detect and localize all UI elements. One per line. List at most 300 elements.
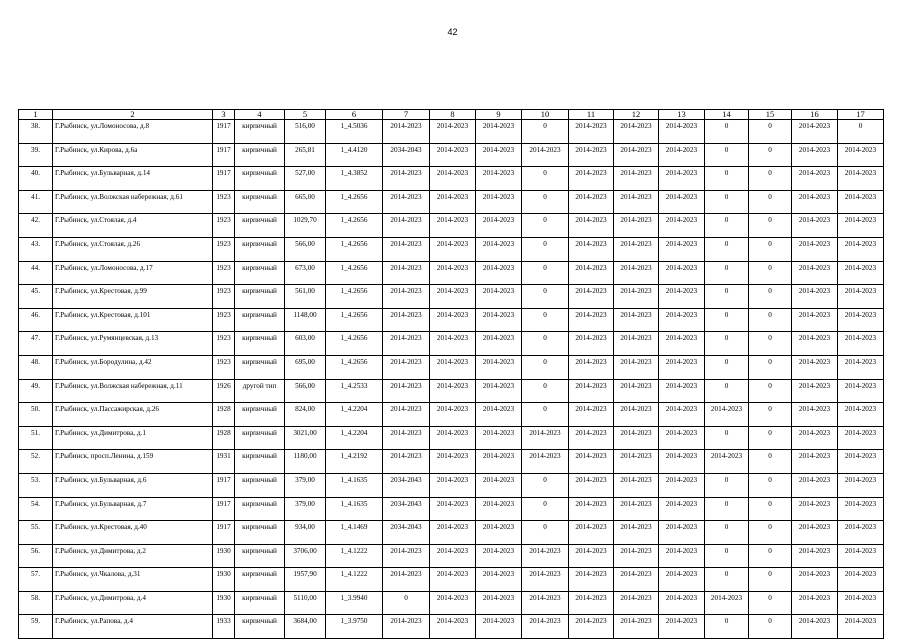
column-header: 17 bbox=[838, 110, 884, 120]
table-cell: 2014-2023 bbox=[476, 568, 522, 592]
table-row bbox=[19, 497, 884, 521]
table-cell: 2014-2023 bbox=[430, 568, 476, 592]
table-row bbox=[19, 591, 884, 615]
table-cell: кирпичный bbox=[235, 591, 285, 615]
table-cell: 1923 bbox=[213, 261, 235, 285]
table-cell: 2014-2023 bbox=[659, 379, 705, 403]
table-cell: 2014-2023 bbox=[792, 473, 838, 497]
table-cell: 1_4.1222 bbox=[326, 544, 383, 568]
table-cell: 2014-2023 bbox=[659, 403, 705, 427]
table-cell: 0 bbox=[522, 379, 569, 403]
table-cell: 0 bbox=[749, 615, 792, 639]
table-cell: кирпичный bbox=[235, 261, 285, 285]
table-cell: 2014-2023 bbox=[659, 237, 705, 261]
table-cell: 0 bbox=[838, 120, 884, 144]
table-cell: 1_4.2656 bbox=[326, 261, 383, 285]
table-cell: 2014-2023 bbox=[430, 403, 476, 427]
table-cell: 2014-2023 bbox=[383, 308, 430, 332]
column-header: 12 bbox=[614, 110, 659, 120]
table-cell: 2014-2023 bbox=[838, 214, 884, 238]
table-cell: 2014-2023 bbox=[838, 190, 884, 214]
table-cell: 2014-2023 bbox=[838, 167, 884, 191]
table-cell: 1_4.5036 bbox=[326, 120, 383, 144]
table-cell: 0 bbox=[705, 521, 749, 545]
address-cell: Г.Рыбинск, ул.Волжская набережная, д.11 bbox=[53, 379, 213, 403]
table-row bbox=[19, 237, 884, 261]
table-cell: 0 bbox=[749, 497, 792, 521]
table-cell: 3021,00 bbox=[285, 426, 326, 450]
table-cell: 0 bbox=[749, 355, 792, 379]
table-cell: 2014-2023 bbox=[792, 261, 838, 285]
table-cell: 0 bbox=[749, 403, 792, 427]
table-cell: 58. bbox=[19, 591, 53, 615]
table-cell: 1923 bbox=[213, 214, 235, 238]
table-cell: 2014-2023 bbox=[476, 615, 522, 639]
table-cell: кирпичный bbox=[235, 403, 285, 427]
table-cell: 2014-2023 bbox=[792, 190, 838, 214]
table-cell: кирпичный bbox=[235, 497, 285, 521]
table-row bbox=[19, 379, 884, 403]
table-cell: кирпичный bbox=[235, 120, 285, 144]
table-cell: кирпичный bbox=[235, 214, 285, 238]
table-cell: 52. bbox=[19, 450, 53, 474]
table-cell: 0 bbox=[522, 355, 569, 379]
column-header: 11 bbox=[569, 110, 614, 120]
table-cell: 2014-2023 bbox=[569, 497, 614, 521]
table-cell: 2014-2023 bbox=[792, 450, 838, 474]
table-cell: 2014-2023 bbox=[614, 261, 659, 285]
table-cell: 2014-2023 bbox=[522, 426, 569, 450]
table-cell: 0 bbox=[705, 261, 749, 285]
table-cell: 2014-2023 bbox=[430, 355, 476, 379]
address-cell: Г.Рыбинск, ул.Бульварная, д.14 bbox=[53, 167, 213, 191]
address-cell: Г.Рыбинск, ул.Ломоносова, д.8 bbox=[53, 120, 213, 144]
column-header: 6 bbox=[326, 110, 383, 120]
table-cell: 55. bbox=[19, 521, 53, 545]
column-header: 7 bbox=[383, 110, 430, 120]
table-cell: 2014-2023 bbox=[569, 190, 614, 214]
table-cell: 0 bbox=[705, 615, 749, 639]
table-cell: 0 bbox=[705, 143, 749, 167]
table-cell: 2014-2023 bbox=[614, 214, 659, 238]
table-cell: 0 bbox=[705, 497, 749, 521]
table-cell: 2014-2023 bbox=[614, 190, 659, 214]
table-cell: 2014-2023 bbox=[614, 450, 659, 474]
table-cell: 2014-2023 bbox=[792, 143, 838, 167]
table-cell: 0 bbox=[749, 544, 792, 568]
table-cell: 561,00 bbox=[285, 285, 326, 309]
table-cell: 38. bbox=[19, 120, 53, 144]
table-cell: 2014-2023 bbox=[614, 332, 659, 356]
table-cell: 2014-2023 bbox=[659, 497, 705, 521]
table-cell: 0 bbox=[705, 379, 749, 403]
table-cell: 2014-2023 bbox=[838, 355, 884, 379]
table-cell: 1930 bbox=[213, 544, 235, 568]
table-cell: 2014-2023 bbox=[430, 120, 476, 144]
table-cell: 2014-2023 bbox=[838, 426, 884, 450]
table-cell: 2014-2023 bbox=[659, 521, 705, 545]
table-cell: 2014-2023 bbox=[430, 214, 476, 238]
table-cell: 2014-2023 bbox=[614, 355, 659, 379]
table-body bbox=[19, 120, 884, 639]
table-cell: 2014-2023 bbox=[569, 473, 614, 497]
table-cell: 2014-2023 bbox=[569, 143, 614, 167]
table-cell: 2014-2023 bbox=[383, 403, 430, 427]
table-cell: 0 bbox=[383, 591, 430, 615]
column-header: 15 bbox=[749, 110, 792, 120]
table-cell: 0 bbox=[522, 497, 569, 521]
table-cell: 0 bbox=[705, 190, 749, 214]
table-cell: 39. bbox=[19, 143, 53, 167]
table-cell: 2014-2023 bbox=[838, 143, 884, 167]
address-cell: Г.Рыбинск, ул.Чкалова, д.31 bbox=[53, 568, 213, 592]
table-cell: 2014-2023 bbox=[838, 450, 884, 474]
table-cell: 1148,00 bbox=[285, 308, 326, 332]
table-cell: 1928 bbox=[213, 403, 235, 427]
table-cell: 1_4.2656 bbox=[326, 214, 383, 238]
table-cell: 0 bbox=[749, 285, 792, 309]
table-row bbox=[19, 285, 884, 309]
table-cell: 2014-2023 bbox=[659, 426, 705, 450]
table-cell: 2014-2023 bbox=[792, 521, 838, 545]
table-cell: 2014-2023 bbox=[659, 120, 705, 144]
table-cell: 516,00 bbox=[285, 120, 326, 144]
table-cell: 2014-2023 bbox=[476, 450, 522, 474]
table-cell: 2014-2023 bbox=[614, 426, 659, 450]
table-cell: 1_4.2656 bbox=[326, 308, 383, 332]
address-cell: Г.Рыбинск, ул.Стоялая, д.4 bbox=[53, 214, 213, 238]
table-cell: 665,00 bbox=[285, 190, 326, 214]
table-cell: 1_4.1635 bbox=[326, 497, 383, 521]
table-cell: 2014-2023 bbox=[614, 473, 659, 497]
table-cell: 0 bbox=[749, 214, 792, 238]
table-cell: 0 bbox=[705, 285, 749, 309]
address-cell: Г.Рыбинск, ул.Рапова, д.4 bbox=[53, 615, 213, 639]
table-cell: 1923 bbox=[213, 332, 235, 356]
table-cell: 2014-2023 bbox=[838, 379, 884, 403]
table-cell: 0 bbox=[522, 285, 569, 309]
table-cell: 673,00 bbox=[285, 261, 326, 285]
table-cell: 1917 bbox=[213, 497, 235, 521]
table-cell: 1930 bbox=[213, 591, 235, 615]
table-cell: 1917 bbox=[213, 143, 235, 167]
table-cell: 2014-2023 bbox=[659, 591, 705, 615]
table-cell: 0 bbox=[522, 403, 569, 427]
address-cell: Г.Рыбинск, ул.Крестовая, д.40 bbox=[53, 521, 213, 545]
table-cell: 2014-2023 bbox=[476, 120, 522, 144]
table-cell: 2014-2023 bbox=[476, 544, 522, 568]
table-row bbox=[19, 568, 884, 592]
table-cell: 56. bbox=[19, 544, 53, 568]
table-cell: 2014-2023 bbox=[430, 615, 476, 639]
table-cell: 54. bbox=[19, 497, 53, 521]
table-cell: 5110,00 bbox=[285, 591, 326, 615]
table-cell: кирпичный bbox=[235, 190, 285, 214]
table-cell: 2014-2023 bbox=[705, 591, 749, 615]
table-cell: 40. bbox=[19, 167, 53, 191]
table-row bbox=[19, 190, 884, 214]
table-cell: 1_4.2533 bbox=[326, 379, 383, 403]
table-cell: 2034-2043 bbox=[383, 521, 430, 545]
table-row bbox=[19, 120, 884, 144]
table-cell: 2014-2023 bbox=[659, 615, 705, 639]
table-cell: 3706,00 bbox=[285, 544, 326, 568]
table-header bbox=[19, 110, 884, 120]
table-cell: 2014-2023 bbox=[383, 261, 430, 285]
address-cell: Г.Рыбинск, ул.Димитрова, д.2 bbox=[53, 544, 213, 568]
table-cell: 2014-2023 bbox=[522, 544, 569, 568]
table-cell: 0 bbox=[522, 308, 569, 332]
table-cell: кирпичный bbox=[235, 308, 285, 332]
table-cell: 0 bbox=[749, 261, 792, 285]
table-cell: 2014-2023 bbox=[476, 379, 522, 403]
table-row bbox=[19, 167, 884, 191]
table-cell: 2014-2023 bbox=[569, 285, 614, 309]
table-cell: 2014-2023 bbox=[522, 143, 569, 167]
table-cell: 2014-2023 bbox=[569, 308, 614, 332]
table-cell: кирпичный bbox=[235, 450, 285, 474]
table-cell: кирпичный bbox=[235, 473, 285, 497]
table-cell: 0 bbox=[522, 332, 569, 356]
table-cell: 0 bbox=[749, 332, 792, 356]
table-cell: 2014-2023 bbox=[838, 568, 884, 592]
table-cell: 0 bbox=[705, 332, 749, 356]
table-cell: 0 bbox=[522, 214, 569, 238]
table-cell: 1_4.2656 bbox=[326, 285, 383, 309]
table-cell: 2014-2023 bbox=[614, 120, 659, 144]
address-cell: Г.Рыбинск, ул.Пассажирская, д.26 bbox=[53, 403, 213, 427]
table-cell: 0 bbox=[522, 167, 569, 191]
table-cell: 1933 bbox=[213, 615, 235, 639]
table-cell: 0 bbox=[749, 473, 792, 497]
table-cell: 0 bbox=[749, 167, 792, 191]
table-cell: 1931 bbox=[213, 450, 235, 474]
column-header: 1 bbox=[19, 110, 53, 120]
column-header: 2 bbox=[53, 110, 213, 120]
table-cell: 2014-2023 bbox=[476, 521, 522, 545]
table-row bbox=[19, 332, 884, 356]
table-cell: 2014-2023 bbox=[569, 379, 614, 403]
column-header: 14 bbox=[705, 110, 749, 120]
table-cell: 2014-2023 bbox=[792, 568, 838, 592]
table-cell: 2014-2023 bbox=[659, 261, 705, 285]
table-cell: 2014-2023 bbox=[659, 544, 705, 568]
table-cell: кирпичный bbox=[235, 615, 285, 639]
table-cell: 2014-2023 bbox=[383, 379, 430, 403]
table-cell: 2014-2023 bbox=[792, 379, 838, 403]
address-cell: Г.Рыбинск, ул.Димитрова, д.4 bbox=[53, 591, 213, 615]
table-cell: 2014-2023 bbox=[476, 261, 522, 285]
table-cell: 2014-2023 bbox=[792, 308, 838, 332]
table-cell: кирпичный bbox=[235, 143, 285, 167]
table-cell: 2014-2023 bbox=[792, 403, 838, 427]
table-cell: 0 bbox=[749, 379, 792, 403]
column-header: 16 bbox=[792, 110, 838, 120]
address-cell: Г.Рыбинск, ул.Стоялая, д.26 bbox=[53, 237, 213, 261]
table-cell: 2014-2023 bbox=[383, 568, 430, 592]
address-cell: Г.Рыбинск, ул.Крестовая, д.101 bbox=[53, 308, 213, 332]
table-cell: 0 bbox=[522, 190, 569, 214]
column-header: 13 bbox=[659, 110, 705, 120]
address-cell: Г.Рыбинск, ул.Волжская набережная, д.61 bbox=[53, 190, 213, 214]
table-cell: 2014-2023 bbox=[792, 120, 838, 144]
table-cell: 2014-2023 bbox=[569, 615, 614, 639]
table-cell: кирпичный bbox=[235, 332, 285, 356]
table-cell: 566,00 bbox=[285, 237, 326, 261]
address-cell: Г.Рыбинск, ул.Кирова, д.6а bbox=[53, 143, 213, 167]
table-cell: кирпичный bbox=[235, 521, 285, 545]
table-cell: 2014-2023 bbox=[838, 403, 884, 427]
table-cell: 0 bbox=[705, 308, 749, 332]
table-cell: 2014-2023 bbox=[430, 473, 476, 497]
table-cell: 44. bbox=[19, 261, 53, 285]
column-header: 8 bbox=[430, 110, 476, 120]
table-cell: 3684,00 bbox=[285, 615, 326, 639]
housing-register-table bbox=[18, 109, 884, 639]
table-cell: 1930 bbox=[213, 568, 235, 592]
table-cell: 2014-2023 bbox=[569, 450, 614, 474]
column-header: 10 bbox=[522, 110, 569, 120]
table-cell: 2014-2023 bbox=[430, 521, 476, 545]
table-cell: 1_4.1469 bbox=[326, 521, 383, 545]
table-cell: 2014-2023 bbox=[569, 521, 614, 545]
table-cell: 1_4.1635 bbox=[326, 473, 383, 497]
table-cell: 2014-2023 bbox=[569, 426, 614, 450]
table-cell: 1_4.4120 bbox=[326, 143, 383, 167]
table-cell: 1923 bbox=[213, 237, 235, 261]
table-cell: 0 bbox=[705, 167, 749, 191]
table-cell: 2014-2023 bbox=[659, 332, 705, 356]
table-cell: 1928 bbox=[213, 426, 235, 450]
table-cell: 2014-2023 bbox=[430, 497, 476, 521]
table-cell: 2014-2023 bbox=[659, 167, 705, 191]
table-cell: 2014-2023 bbox=[792, 214, 838, 238]
table-cell: 2014-2023 bbox=[792, 332, 838, 356]
table-cell: 0 bbox=[705, 214, 749, 238]
table-cell: 1_4.2656 bbox=[326, 355, 383, 379]
table-cell: 2014-2023 bbox=[792, 237, 838, 261]
table-cell: 2014-2023 bbox=[430, 308, 476, 332]
table-cell: 0 bbox=[705, 544, 749, 568]
table-cell: 2014-2023 bbox=[792, 426, 838, 450]
table-cell: 2014-2023 bbox=[614, 143, 659, 167]
table-cell: 1_4.2656 bbox=[326, 332, 383, 356]
table-cell: 0 bbox=[522, 473, 569, 497]
table-cell: 1_4.2204 bbox=[326, 403, 383, 427]
table-cell: кирпичный bbox=[235, 285, 285, 309]
table-cell: 2014-2023 bbox=[522, 615, 569, 639]
table-cell: 2014-2023 bbox=[614, 285, 659, 309]
table-cell: 0 bbox=[749, 450, 792, 474]
table-cell: 2034-2043 bbox=[383, 143, 430, 167]
table-cell: 2014-2023 bbox=[659, 450, 705, 474]
table-cell: 2014-2023 bbox=[476, 473, 522, 497]
table-cell: 53. bbox=[19, 473, 53, 497]
table-cell: 0 bbox=[749, 426, 792, 450]
table-cell: 2014-2023 bbox=[569, 332, 614, 356]
table-cell: 0 bbox=[705, 355, 749, 379]
table-cell: 2014-2023 bbox=[476, 355, 522, 379]
table-cell: 2014-2023 bbox=[705, 450, 749, 474]
table-cell: кирпичный bbox=[235, 237, 285, 261]
table-cell: 2014-2023 bbox=[383, 450, 430, 474]
table-row bbox=[19, 355, 884, 379]
table-cell: 2014-2023 bbox=[838, 473, 884, 497]
table-cell: 2014-2023 bbox=[569, 403, 614, 427]
table-cell: 2014-2023 bbox=[659, 355, 705, 379]
table-cell: 2014-2023 bbox=[522, 568, 569, 592]
table-cell: 2014-2023 bbox=[383, 120, 430, 144]
table-cell: 527,00 bbox=[285, 167, 326, 191]
table-cell: 603,00 bbox=[285, 332, 326, 356]
table-cell: 2014-2023 bbox=[383, 544, 430, 568]
table-cell: 2014-2023 bbox=[430, 332, 476, 356]
table-cell: 2014-2023 bbox=[430, 190, 476, 214]
table-cell: 2014-2023 bbox=[569, 355, 614, 379]
table-cell: 0 bbox=[522, 120, 569, 144]
address-cell: Г.Рыбинск, ул.Димитрова, д.1 bbox=[53, 426, 213, 450]
table-cell: 0 bbox=[522, 521, 569, 545]
table-cell: 0 bbox=[749, 568, 792, 592]
table-cell: 1917 bbox=[213, 120, 235, 144]
table-cell: 0 bbox=[749, 237, 792, 261]
table-cell: 566,00 bbox=[285, 379, 326, 403]
address-cell: Г.Рыбинск, ул.Ломоносова, д.17 bbox=[53, 261, 213, 285]
table-cell: 2014-2023 bbox=[476, 497, 522, 521]
table-cell: 1926 bbox=[213, 379, 235, 403]
table-row bbox=[19, 615, 884, 639]
table-cell: 59. bbox=[19, 615, 53, 639]
table-cell: 0 bbox=[749, 143, 792, 167]
table-row bbox=[19, 521, 884, 545]
table-cell: 0 bbox=[749, 120, 792, 144]
table-cell: 2014-2023 bbox=[430, 591, 476, 615]
table-cell: 2014-2023 bbox=[476, 308, 522, 332]
table-cell: кирпичный bbox=[235, 355, 285, 379]
table-cell: 2014-2023 bbox=[430, 167, 476, 191]
table-cell: 2014-2023 bbox=[614, 521, 659, 545]
table-cell: 2014-2023 bbox=[383, 214, 430, 238]
column-number-row bbox=[19, 110, 884, 120]
table-cell: 1917 bbox=[213, 167, 235, 191]
table-cell: 2014-2023 bbox=[476, 214, 522, 238]
table-cell: 2014-2023 bbox=[792, 497, 838, 521]
table-cell: 2014-2023 bbox=[614, 403, 659, 427]
table-cell: 2014-2023 bbox=[614, 615, 659, 639]
table-cell: 2014-2023 bbox=[838, 521, 884, 545]
table-cell: 0 bbox=[749, 190, 792, 214]
table-cell: 2014-2023 bbox=[476, 426, 522, 450]
table-cell: 2014-2023 bbox=[383, 355, 430, 379]
table-cell: 2014-2023 bbox=[659, 143, 705, 167]
address-cell: Г.Рыбинск, ул.Крестовая, д.99 bbox=[53, 285, 213, 309]
address-cell: Г.Рыбинск, ул.Бульварная, д.6 bbox=[53, 473, 213, 497]
table-cell: 2034-2043 bbox=[383, 473, 430, 497]
table-cell: 2014-2023 bbox=[614, 308, 659, 332]
table-cell: 695,00 bbox=[285, 355, 326, 379]
table-cell: 2014-2023 bbox=[614, 568, 659, 592]
table-cell: 2014-2023 bbox=[522, 450, 569, 474]
table-cell: 1180,00 bbox=[285, 450, 326, 474]
table-cell: 0 bbox=[705, 568, 749, 592]
table-cell: 2014-2023 bbox=[838, 591, 884, 615]
table-cell: 2014-2023 bbox=[659, 308, 705, 332]
table-cell: 2014-2023 bbox=[569, 237, 614, 261]
table-cell: 0 bbox=[705, 237, 749, 261]
table-cell: 2014-2023 bbox=[838, 261, 884, 285]
address-cell: Г.Рыбинск, ул.Бородулина, д.42 bbox=[53, 355, 213, 379]
table-cell: 2014-2023 bbox=[430, 450, 476, 474]
